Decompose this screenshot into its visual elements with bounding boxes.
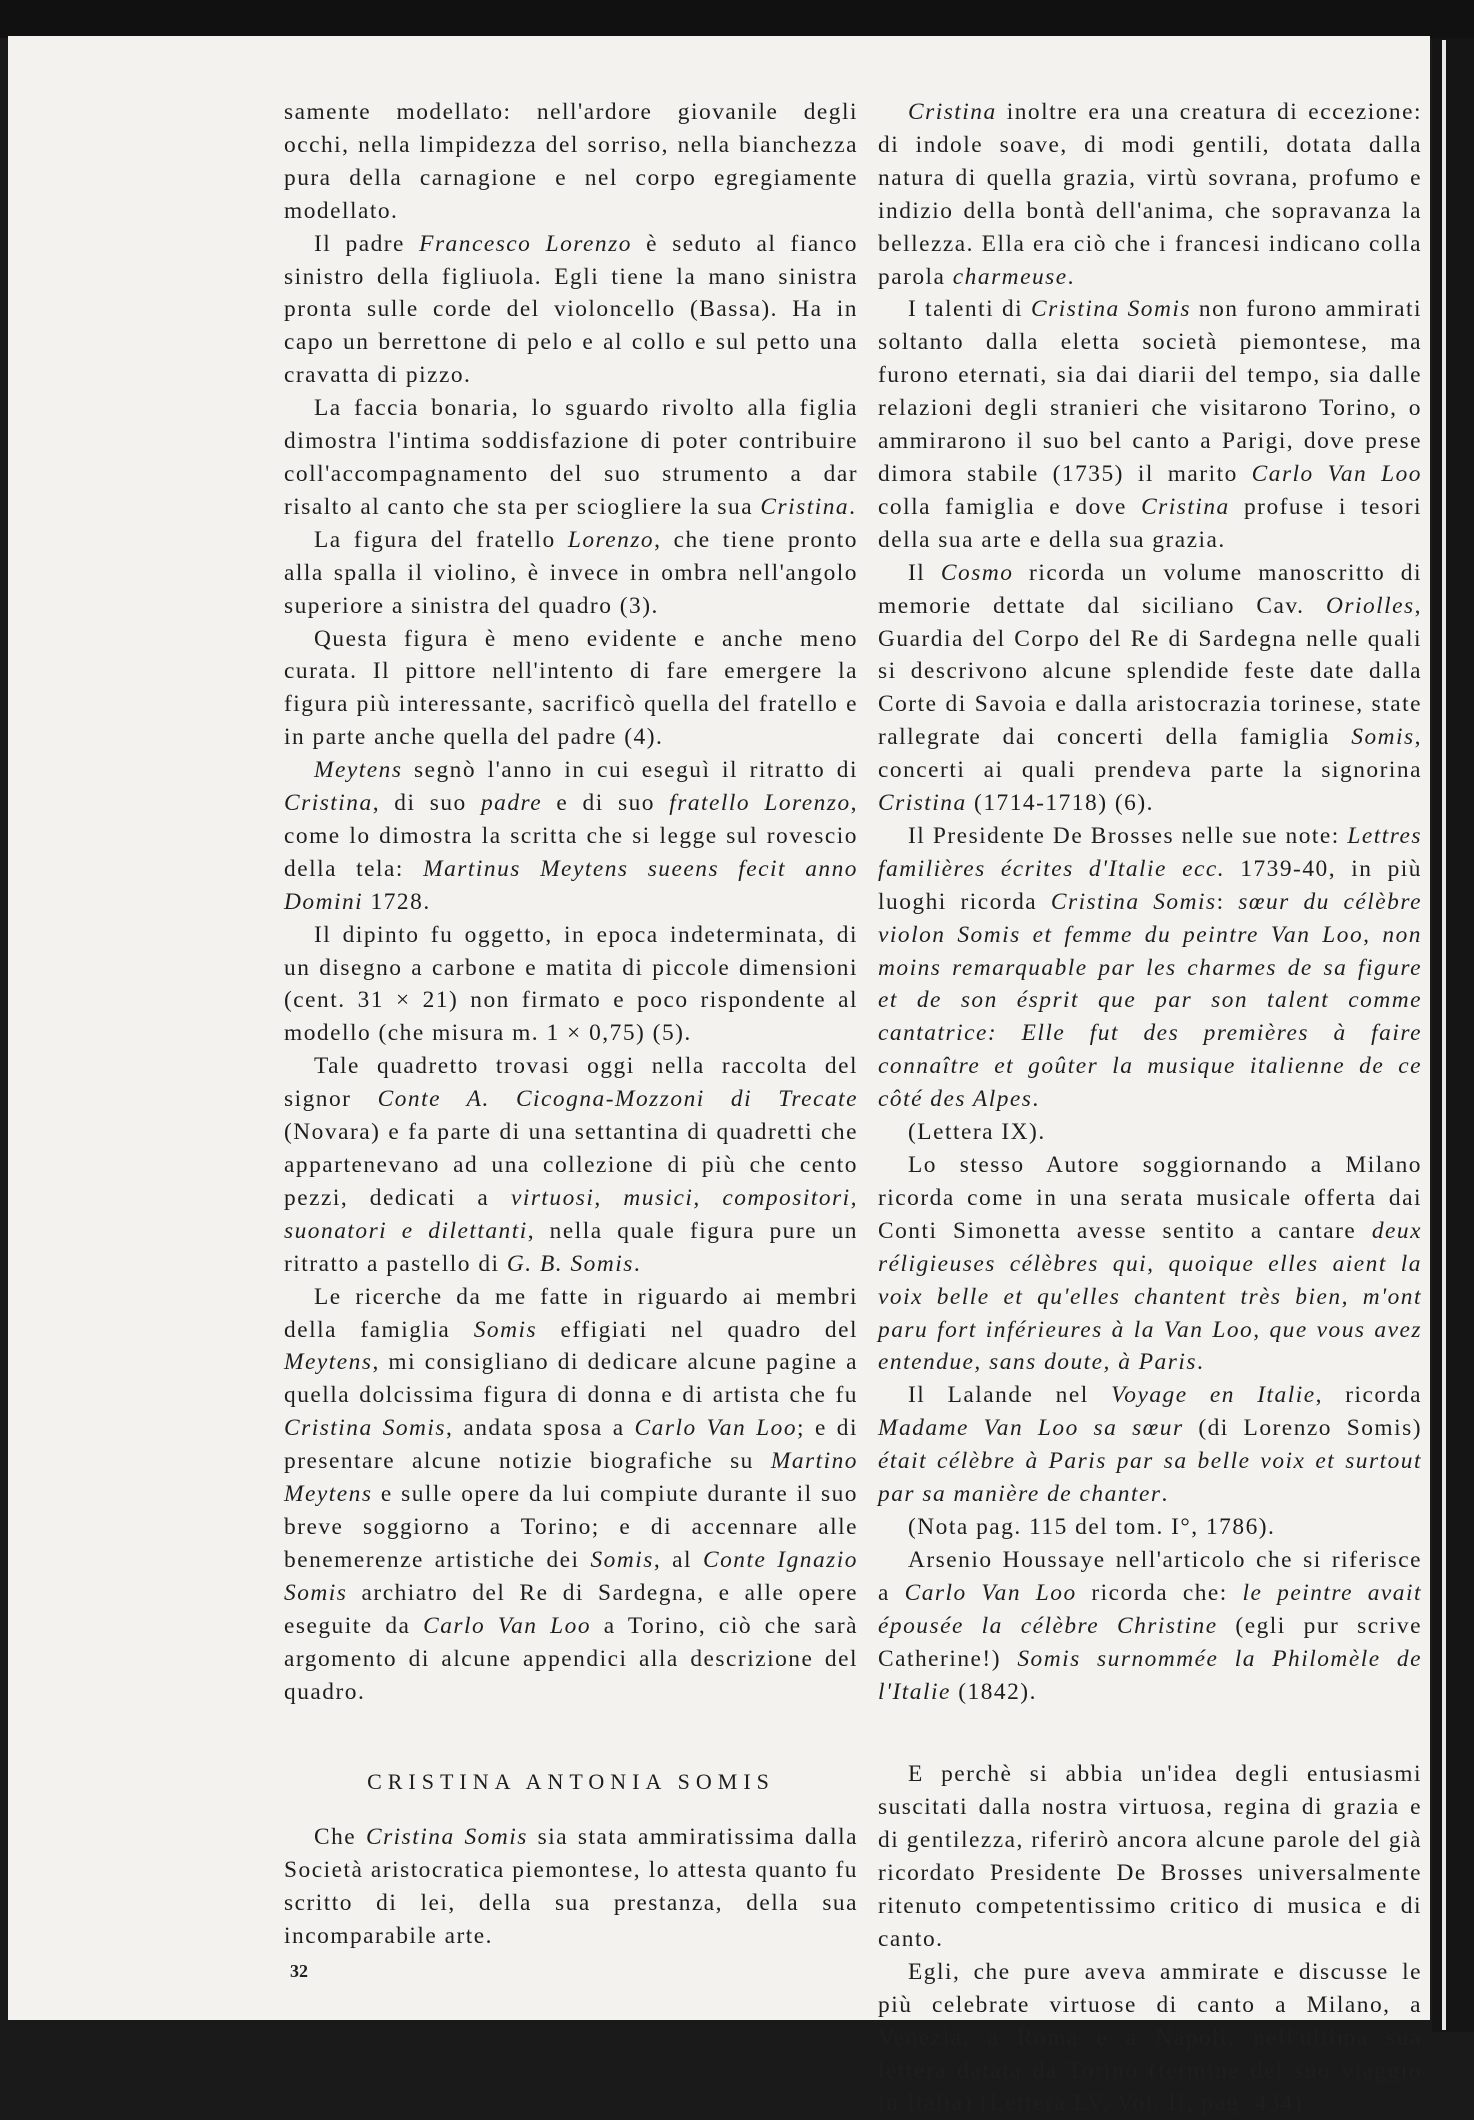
page-number: 32: [290, 1961, 308, 1981]
left-column: [284, 96, 858, 1953]
paragraph: Arsenio Houssaye nell'articolo che si riferisce a Carlo Van Loo ricorda che: le peintre avait épousée la célèbre Christine (egli pur scrive Catherine!) Somis surnommée la Philomèle de l'Italie (1842).: [878, 1546, 1423, 1705]
paragraph: I talenti di Cristina Somis non furono ammirati soltanto dalla eletta società piemontese, ma furono eternati, sia dai diarii del tempo, sia dalle relazioni degli stranieri che visitarono Torino, o ammirarono il suo bel canto a Parigi, dove prese dimora stabile (1735) il marito Carlo Van Loo colla famiglia e dove Cristina profuse i tesori della sua arte e della sua grazia.: [878, 296, 1423, 553]
paragraph: Che Cristina Somis sia stata ammiratissima dalla Società aristocratica piemontese, lo attesta quanto fu scritto di lei, della sua prestanza, della sua incomparabile arte.: [284, 1824, 858, 1950]
paragraph: samente modellato: nell'ardore giovanile degli occhi, nella limpidezza del sorriso, nella bianchezza pura della carnagione e nel corpo egregiamente modellato.: [284, 99, 858, 224]
paragraph: Il dipinto fu oggetto, in epoca indeterminata, di un disegno a carbone e matita di piccole dimensioni (cent. 31 × 21) non firmato e poco rispondente al modello (che misura m. 1 × 0,75) (5).: [284, 921, 858, 1047]
paragraph: Egli, che pure aveva ammirate e discusse le più celebrate virtuose di canto a Milano, a Venezia, a Roma e a Napoli, nell'ultima sua lettera datata da Torino (termine del suo viaggio in Italia) (Lettera LV, Vol. II, pag. 434): [878, 1958, 1422, 2117]
scan-right-border: [1432, 38, 1474, 2032]
right-column: [878, 96, 1422, 2120]
paragraph: Il Presidente De Brosses nelle sue note: Lettres familières écrites d'Italie ecc. 1739-40, in più luoghi ricorda Cristina Somis: sœur du célèbre violon Somis et femme du peintre Van Loo, non moins remarquable par les charmes de sa figure et de son ésprit que par son talent comme cantatrice: Elle fut des premières à faire connaître et goûter la musique italienne de ce côté des Alpes.: [878, 822, 1422, 1113]
paragraph: Il Lalande nel Voyage en Italie, ricorda Madame Van Loo sa sœur (di Lorenzo Somis) était célèbre à Paris par sa belle voix et surtout par sa manière de chanter.: [878, 1382, 1422, 1508]
paragraph: (Nota pag. 115 del tom. I°, 1786).: [908, 1513, 1276, 1540]
paragraph: Lo stesso Autore soggiornando a Milano ricorda come in una serata musicale offerta dai Conti Simonetta avesse sentito a cantare deux réligieuses célèbres qui, quoique elles aient la voix belle et qu'elles chantent très bien, m'ont paru fort inférieures à la Van Loo, que vous avez entendue, sans doute, à Paris.: [878, 1152, 1422, 1376]
paragraph: Questa figura è meno evidente e anche meno curata. Il pittore nell'intento di fare emergere la figura più interessante, sacrificò quella del fratello e in parte anche quella del padre (4).: [284, 625, 858, 751]
paragraph: Meytens segnò l'anno in cui eseguì il ritratto di Cristina, di suo padre e di suo fratello Lorenzo, come lo dimostra la scritta che si legge sul rovescio della tela: Martinus Meytens sueens fecit anno Domini 1728.: [284, 757, 859, 915]
paragraph: La faccia bonaria, lo sguardo rivolto alla figlia dimostra l'intima soddisfazione di poter contribuire coll'accompagnamento del suo strumento a dar risalto al canto che sta per sciogliere la sua Cristina.: [284, 395, 858, 520]
scan-top-border: [0, 0, 1474, 38]
paragraph: Le ricerche da me fatte in riguardo ai membri della famiglia Somis effigiati nel quadro del Meytens, mi consigliano di dedicare alcune pagine a quella dolcissima figura di donna e di artista che fu Cristina Somis, andata sposa a Carlo Van Loo; e di presentare alcune notizie biografiche su Martino Meytens e sulle opere da lui compiute durante il suo breve soggiorno a Torino; e di accennare alle benemerenze artistiche dei Somis, al Conte Ignazio Somis archiatro del Re di Sardegna, e alle opere eseguite da Carlo Van Loo a Torino, ciò che sarà argomento di alcune appendici alla descrizione del quadro.: [284, 1283, 859, 1705]
paragraph: Tale quadretto trovasi oggi nella raccolta del signor Conte A. Cicogna-Mozzoni di Trecate (Novara) e fa parte di una settantina di quadretti che appartenevano ad una collezione di più che cento pezzi, dedicati a virtuosi, musici, compositori, suonatori e dilettanti, nella quale figura pure un ritratto a pastello di G. B. Somis.: [284, 1053, 859, 1277]
paragraph: Cristina inoltre era una creatura di eccezione: di indole soave, di modi gentili, dotata dalla natura di quella grazia, virtù sovrana, profumo e indizio della bontà dell'anima, che sopravanza la bellezza. Ella era ciò che i francesi indicano colla parola charmeuse.: [878, 99, 1422, 290]
paragraph-gap: [878, 1708, 1422, 1758]
section-heading: CRISTINA ANTONIA SOMIS: [367, 1769, 775, 1795]
page-edge-line: [1442, 40, 1446, 2030]
paragraph: (Lettera IX).: [908, 1119, 1046, 1146]
paragraph: La figura del fratello Lorenzo, che tiene pronto alla spalla il violino, è invece in ombra nell'angolo superiore a sinistra del quadro (3).: [284, 526, 858, 619]
paragraph: Il padre Francesco Lorenzo è seduto al fianco sinistro della figliuola. Egli tiene la mano sinistra pronta sulle corde del violoncello (Bassa). Ha in capo un berrettone di pelo e al collo e sul petto una cravatta di pizzo.: [284, 230, 858, 389]
paragraph: E perchè si abbia un'idea degli entusiasmi suscitati dalla nostra virtuosa, regina di grazia e di gentilezza, riferirò ancora alcune parole del già ricordato Presidente De Brosses universalmente ritenuto competentissimo critico di musica e di canto.: [878, 1761, 1422, 1952]
paragraph: Il Cosmo ricorda un volume manoscritto di memorie dettate dal siciliano Cav. Oriolles, Guardia del Corpo del Re di Sardegna nelle quali si descrivono alcune splendide feste date dalla Corte di Savoia e dalla aristocrazia torinese, state rallegrate dai concerti della famiglia Somis, concerti ai quali prendeva parte la signorina Cristina (1714-1718) (6).: [878, 559, 1422, 817]
